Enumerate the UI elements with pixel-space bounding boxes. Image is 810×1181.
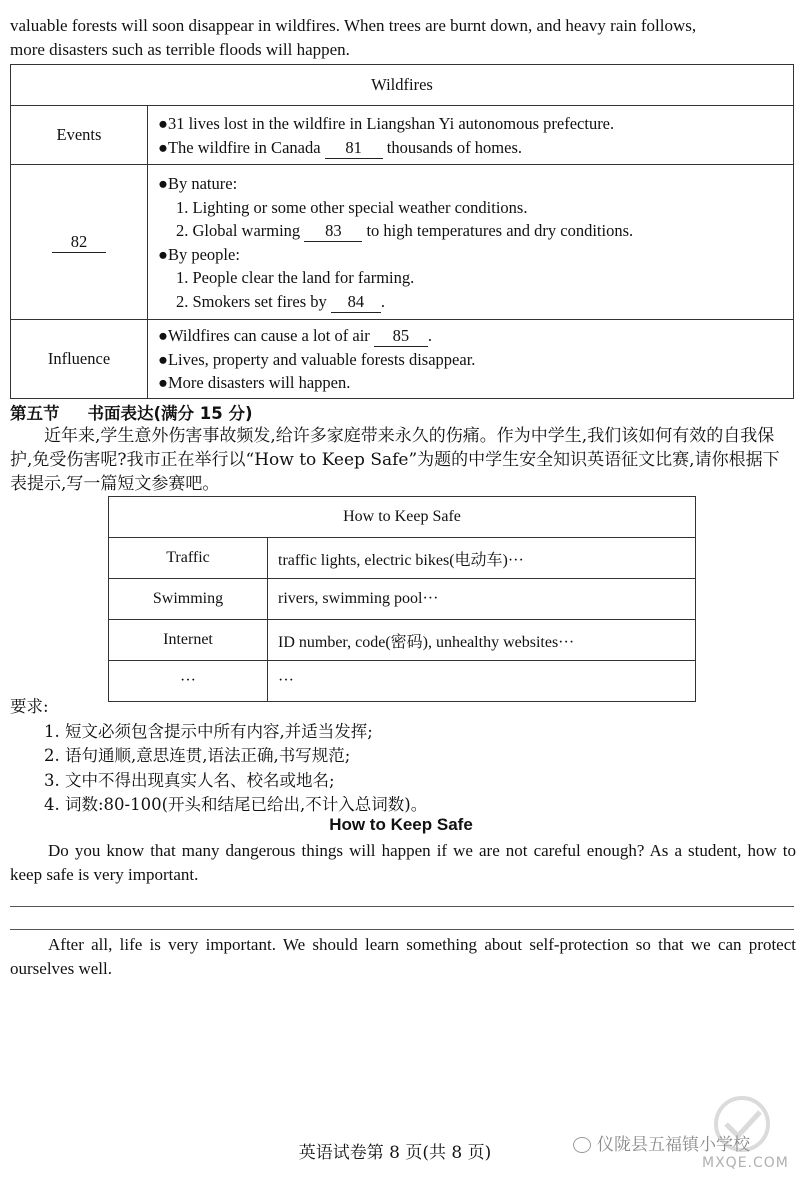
nature-cause: 2. Global warming 83 to high temperatures and dry conditions. <box>176 221 634 240</box>
causes-label-cell <box>11 165 148 320</box>
section-heading <box>10 400 253 424</box>
by-people-heading: ●By people: <box>158 244 240 264</box>
influence-label: Influence <box>11 320 148 399</box>
influence-item: ●Lives, property and valuable forests disappear. <box>158 349 476 369</box>
requirements-heading: 要求: <box>10 697 49 716</box>
table-row <box>109 620 696 661</box>
topic-hints: ··· <box>268 661 696 702</box>
essay-opening: Do you know that many dangerous things will happen if we are not careful enough? As a student, how to keep safe is very important. <box>10 841 796 884</box>
watermark-logo-icon <box>702 1094 782 1156</box>
essay-ending: After all, life is very important. We should learn something about self-protection so that we can protect ourselves well. <box>10 935 796 978</box>
topic-label: Swimming <box>109 579 268 620</box>
influence-item: ●Wildfires can cause a lot of air 85 . <box>158 326 433 346</box>
page-footer: 英语试卷第 8 页(共 8 页) <box>298 1143 492 1163</box>
answer-blank-81[interactable]: 81 <box>325 138 383 159</box>
topic-label: Internet <box>109 620 268 661</box>
influence-content <box>148 320 794 399</box>
events-content <box>148 106 794 165</box>
keep-safe-table-title: How to Keep Safe <box>109 497 696 538</box>
answer-blank-85[interactable]: 85 <box>374 326 428 347</box>
passage-line: more disasters such as terrible floods will happen. <box>10 40 350 59</box>
requirement-item: 1. 短文必须包含提示中所有内容,并适当发挥; <box>44 721 373 741</box>
requirement-item: 2. 语句通顺,意思连贯,语法正确,书写规范; <box>44 746 351 765</box>
topic-label: Traffic <box>109 538 268 579</box>
table-row <box>109 538 696 579</box>
passage-ending <box>10 14 800 62</box>
by-nature-heading: ●By nature: <box>158 174 238 193</box>
answer-blank-83[interactable]: 83 <box>304 221 362 242</box>
requirement-item: 3. 文中不得出现真实人名、校名或地名; <box>44 770 335 790</box>
event-item: ●The wildfire in Canada 81 thousands of homes. <box>158 137 522 157</box>
watermark-account: 仪陇县五福镇小学校 <box>573 1130 750 1155</box>
topic-hints: traffic lights, electric bikes(电动车)··· <box>268 538 696 579</box>
event-item: ●31 lives lost in the wildfire in Liangshan Yi autonomous prefecture. <box>158 114 615 133</box>
writing-line[interactable] <box>10 929 794 930</box>
topic-hints: ID number, code(密码), unhealthy websites··· <box>268 620 696 661</box>
people-cause: 1. People clear the land for farming. <box>176 268 415 287</box>
wildfires-table <box>10 64 794 399</box>
wechat-icon <box>573 1137 591 1153</box>
requirement-item: 4. 词数:80-100(开头和结尾已给出,不计入总词数)。 <box>44 795 428 814</box>
topic-label: ··· <box>109 661 268 702</box>
table-row <box>109 579 696 620</box>
causes-content <box>148 165 794 320</box>
wildfires-table-title: Wildfires <box>11 65 794 106</box>
nature-cause: 1. Lighting or some other special weather conditions. <box>176 197 528 217</box>
topic-hints: rivers, swimming pool··· <box>268 579 696 620</box>
requirements <box>10 695 427 818</box>
watermark-site: MXQE.COM <box>702 1155 789 1171</box>
events-label: Events <box>11 106 148 165</box>
people-cause: 2. Smokers set fires by 84 . <box>176 291 386 311</box>
writing-task-prompt: 近年来,学生意外伤害事故频发,给许多家庭带来永久的伤痛。作为中学生,我们该如何有效的自我保护,免受伤害呢?我市正在举行以“How to Keep Safe”为题的中学生安全知识英语征文比赛,请你根据下表提示,写一篇短文参赛吧。 <box>10 426 780 494</box>
passage-line: valuable forests will soon disappear in wildfires. When trees are burnt down, and heavy rain follows, <box>10 16 697 35</box>
section-number: 第五节 <box>10 404 60 423</box>
answer-blank-82[interactable]: 82 <box>52 232 106 253</box>
section-subtitle: 书面表达(满分 15 分) <box>87 404 253 423</box>
writing-line[interactable] <box>10 906 794 907</box>
keep-safe-table <box>108 496 696 702</box>
answer-blank-84[interactable]: 84 <box>331 292 381 313</box>
influence-item: ●More disasters will happen. <box>158 373 351 393</box>
essay-title: How to Keep Safe <box>329 815 473 834</box>
